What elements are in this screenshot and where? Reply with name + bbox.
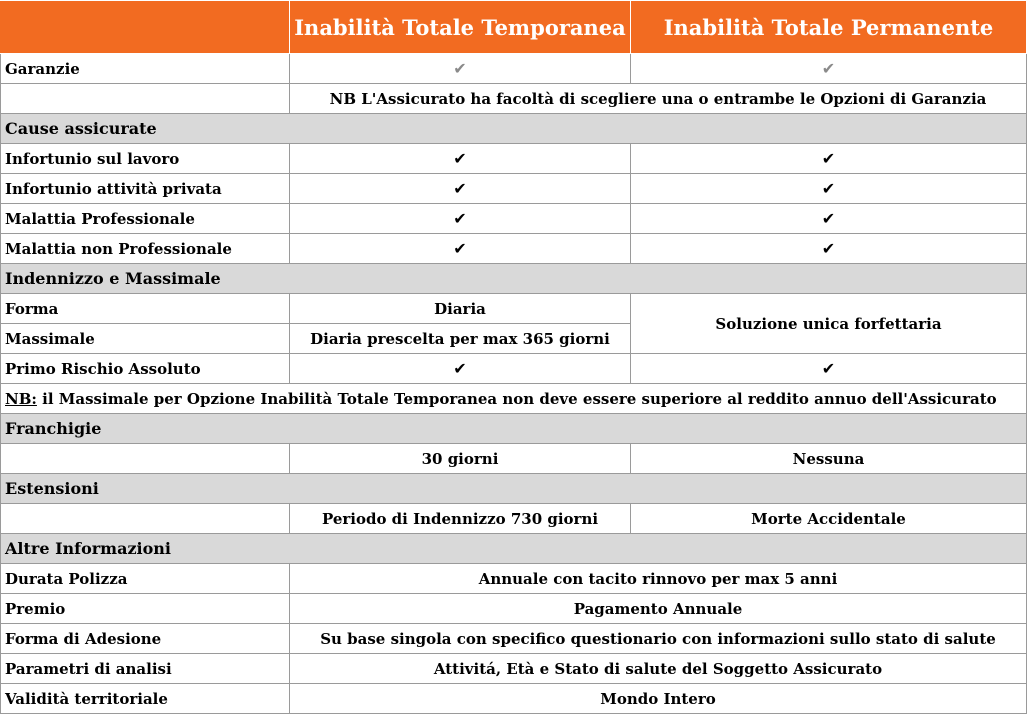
table-row bbox=[1, 654, 1027, 684]
nb-massimale-row bbox=[1, 384, 1027, 414]
section-title: Altre Informazioni bbox=[1, 534, 1027, 564]
garanzie-row bbox=[1, 54, 1027, 84]
row-value: Su base singola con specifico questionario con informazioni sullo stato di salute bbox=[290, 624, 1027, 654]
itt-cell: Periodo di Indennizzo 730 giorni bbox=[290, 504, 631, 534]
header-itp: Inabilità Totale Permanente bbox=[631, 1, 1027, 54]
check-icon: ✔ bbox=[821, 239, 836, 258]
row-label: Malattia non Professionale bbox=[1, 234, 290, 264]
section-cause bbox=[1, 114, 1027, 144]
row-label: Massimale bbox=[1, 324, 290, 354]
section-franchigie bbox=[1, 414, 1027, 444]
itt-cell bbox=[290, 354, 631, 384]
forma-itt-cell: Diaria bbox=[290, 294, 631, 324]
table-row bbox=[1, 144, 1027, 174]
itp-merged-cell: Soluzione unica forfettaria bbox=[631, 294, 1027, 354]
row-label: Parametri di analisi bbox=[1, 654, 290, 684]
table-row bbox=[1, 174, 1027, 204]
check-icon: ✔ bbox=[453, 209, 467, 228]
nb-opzioni-note: NB L'Assicurato ha facoltà di scegliere una o entrambe le Opzioni di Garanzia bbox=[290, 84, 1027, 114]
check-icon: ✔ bbox=[821, 209, 836, 228]
section-estensioni bbox=[1, 474, 1027, 504]
itp-cell bbox=[631, 234, 1027, 264]
primo-rischio-row bbox=[1, 354, 1027, 384]
section-indennizzo bbox=[1, 264, 1027, 294]
row-label: Primo Rischio Assoluto bbox=[1, 354, 290, 384]
row-label: Premio bbox=[1, 594, 290, 624]
row-label: Infortunio sul lavoro bbox=[1, 144, 290, 174]
row-label: Durata Polizza bbox=[1, 564, 290, 594]
header-blank-cell bbox=[1, 1, 290, 54]
empty-cell bbox=[1, 444, 290, 474]
massimale-itt-cell: Diaria prescelta per max 365 giorni bbox=[290, 324, 631, 354]
itp-cell: Morte Accidentale bbox=[631, 504, 1027, 534]
row-label: Forma di Adesione bbox=[1, 624, 290, 654]
row-label: Malattia Professionale bbox=[1, 204, 290, 234]
check-icon: ✔ bbox=[821, 179, 836, 198]
empty-cell bbox=[1, 84, 290, 114]
row-value: Attivitá, Età e Stato di salute del Soggetto Assicurato bbox=[290, 654, 1027, 684]
section-title: Franchigie bbox=[1, 414, 1027, 444]
table-row bbox=[1, 234, 1027, 264]
itt-cell bbox=[290, 144, 631, 174]
table-row bbox=[1, 624, 1027, 654]
check-icon: ✔ bbox=[821, 59, 836, 78]
row-label: Validità territoriale bbox=[1, 684, 290, 714]
row-label: Forma bbox=[1, 294, 290, 324]
itt-cell bbox=[290, 204, 631, 234]
itp-cell bbox=[631, 174, 1027, 204]
nb-prefix: NB: bbox=[5, 389, 37, 408]
nb-text: il Massimale per Opzione Inabilità Totale Temporanea non deve essere superiore al reddito annuo dell'Assicurato bbox=[36, 389, 997, 408]
table-row bbox=[1, 204, 1027, 234]
forma-row bbox=[1, 294, 1027, 324]
section-title: Estensioni bbox=[1, 474, 1027, 504]
check-icon: ✔ bbox=[453, 179, 467, 198]
garanzie-itt-cell bbox=[290, 54, 631, 84]
check-icon: ✔ bbox=[453, 149, 467, 168]
itt-cell bbox=[290, 234, 631, 264]
check-icon: ✔ bbox=[453, 239, 467, 258]
empty-cell bbox=[1, 504, 290, 534]
section-title: Indennizzo e Massimale bbox=[1, 264, 1027, 294]
table-row bbox=[1, 564, 1027, 594]
nb-massimale-note bbox=[1, 384, 1027, 414]
garanzie-label: Garanzie bbox=[1, 54, 290, 84]
itt-cell bbox=[290, 174, 631, 204]
table-row bbox=[1, 594, 1027, 624]
header-row bbox=[1, 1, 1027, 54]
row-value: Mondo Intero bbox=[290, 684, 1027, 714]
estensioni-row bbox=[1, 504, 1027, 534]
nb-opzioni-row bbox=[1, 84, 1027, 114]
itp-cell bbox=[631, 354, 1027, 384]
check-icon: ✔ bbox=[453, 359, 467, 378]
check-icon: ✔ bbox=[821, 149, 836, 168]
garanzie-itp-cell bbox=[631, 54, 1027, 84]
itp-cell: Nessuna bbox=[631, 444, 1027, 474]
row-value: Pagamento Annuale bbox=[290, 594, 1027, 624]
franchigie-row bbox=[1, 444, 1027, 474]
table-row bbox=[1, 684, 1027, 714]
row-value: Annuale con tacito rinnovo per max 5 anni bbox=[290, 564, 1027, 594]
check-icon: ✔ bbox=[453, 59, 467, 78]
header-itt: Inabilità Totale Temporanea bbox=[290, 1, 631, 54]
row-label: Infortunio attività privata bbox=[1, 174, 290, 204]
itp-cell bbox=[631, 204, 1027, 234]
itp-cell bbox=[631, 144, 1027, 174]
check-icon: ✔ bbox=[821, 359, 836, 378]
section-altre bbox=[1, 534, 1027, 564]
section-title: Cause assicurate bbox=[1, 114, 1027, 144]
itt-cell: 30 giorni bbox=[290, 444, 631, 474]
